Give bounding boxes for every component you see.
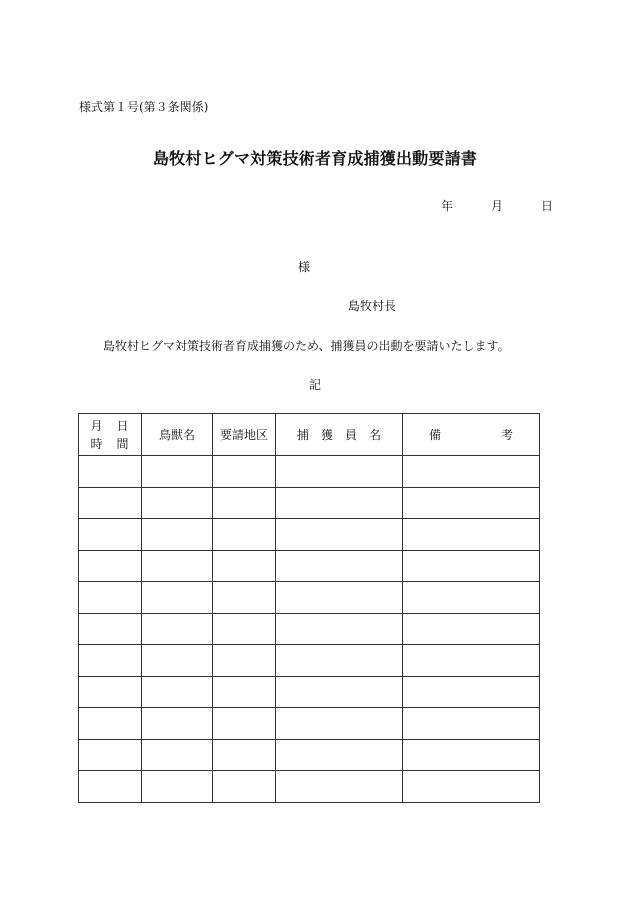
table-row <box>79 771 540 803</box>
cell-remarks <box>403 645 540 677</box>
cell-request-area <box>213 550 276 582</box>
table-row <box>79 708 540 740</box>
dispatch-table <box>78 413 540 803</box>
cell-request-area <box>213 582 276 614</box>
cell-animal-name <box>142 676 213 708</box>
table-row <box>79 487 540 519</box>
header-time-label: 時 間 <box>90 436 130 451</box>
table-header-row <box>79 414 540 456</box>
date-month-label: 月 <box>491 199 504 213</box>
cell-hunter-name <box>276 487 403 519</box>
header-remarks-left: 備 <box>429 428 442 442</box>
cell-animal-name <box>142 487 213 519</box>
cell-animal-name <box>142 645 213 677</box>
cell-animal-name <box>142 613 213 645</box>
cell-animal-name <box>142 456 213 488</box>
table-row <box>79 582 540 614</box>
cell-request-area <box>213 739 276 771</box>
cell-animal-name <box>142 708 213 740</box>
cell-hunter-name <box>276 739 403 771</box>
cell-hunter-name <box>276 613 403 645</box>
header-animal-name: 鳥獣名 <box>142 414 213 456</box>
cell-date-time <box>79 456 142 488</box>
cell-hunter-name <box>276 456 403 488</box>
cell-animal-name <box>142 771 213 803</box>
document-title: 島牧村ヒグマ対策技術者育成捕獲出動要請書 <box>152 149 477 168</box>
cell-request-area <box>213 487 276 519</box>
header-remarks-right: 考 <box>500 428 513 442</box>
cell-date-time <box>79 487 142 519</box>
cell-remarks <box>403 708 540 740</box>
cell-request-area <box>213 708 276 740</box>
cell-date-time <box>79 550 142 582</box>
header-remarks <box>403 414 540 456</box>
date-day-label: 日 <box>541 199 554 213</box>
cell-remarks <box>403 519 540 551</box>
cell-animal-name <box>142 519 213 551</box>
cell-hunter-name <box>276 645 403 677</box>
cell-date-time <box>79 708 142 740</box>
table-row <box>79 676 540 708</box>
cell-date-time <box>79 676 142 708</box>
cell-date-time <box>79 771 142 803</box>
table-row <box>79 613 540 645</box>
date-year-label: 年 <box>441 199 454 213</box>
cell-date-time <box>79 645 142 677</box>
table-row <box>79 519 540 551</box>
cell-animal-name <box>142 582 213 614</box>
cell-request-area <box>213 613 276 645</box>
cell-animal-name <box>142 550 213 582</box>
cell-hunter-name <box>276 519 403 551</box>
cell-date-time <box>79 739 142 771</box>
sender-name: 島牧村長 <box>348 299 397 313</box>
cell-remarks <box>403 582 540 614</box>
table-row <box>79 739 540 771</box>
table-row <box>79 456 540 488</box>
table-row <box>79 550 540 582</box>
form-number: 様式第１号(第３条関係) <box>79 100 209 114</box>
cell-remarks <box>403 550 540 582</box>
cell-hunter-name <box>276 582 403 614</box>
table-row <box>79 645 540 677</box>
section-label: 記 <box>309 378 322 392</box>
cell-remarks <box>403 771 540 803</box>
cell-remarks <box>403 613 540 645</box>
cell-animal-name <box>142 739 213 771</box>
cell-date-time <box>79 519 142 551</box>
cell-remarks <box>403 676 540 708</box>
cell-remarks <box>403 456 540 488</box>
cell-remarks <box>403 487 540 519</box>
request-body-text: 島牧村ヒグマ対策技術者育成捕獲のため、捕獲員の出動を要請いたします。 <box>103 339 510 353</box>
header-hunter-name: 捕 獲 員 名 <box>276 414 403 456</box>
cell-request-area <box>213 519 276 551</box>
header-date-label: 月 日 <box>90 418 130 433</box>
cell-hunter-name <box>276 771 403 803</box>
cell-date-time <box>79 613 142 645</box>
cell-hunter-name <box>276 676 403 708</box>
cell-date-time <box>79 582 142 614</box>
cell-remarks <box>403 739 540 771</box>
cell-hunter-name <box>276 708 403 740</box>
cell-request-area <box>213 676 276 708</box>
cell-request-area <box>213 645 276 677</box>
cell-hunter-name <box>276 550 403 582</box>
header-date-time <box>79 414 142 456</box>
cell-request-area <box>213 771 276 803</box>
addressee-honorific: 様 <box>298 260 311 274</box>
cell-request-area <box>213 456 276 488</box>
header-request-area: 要請地区 <box>213 414 276 456</box>
